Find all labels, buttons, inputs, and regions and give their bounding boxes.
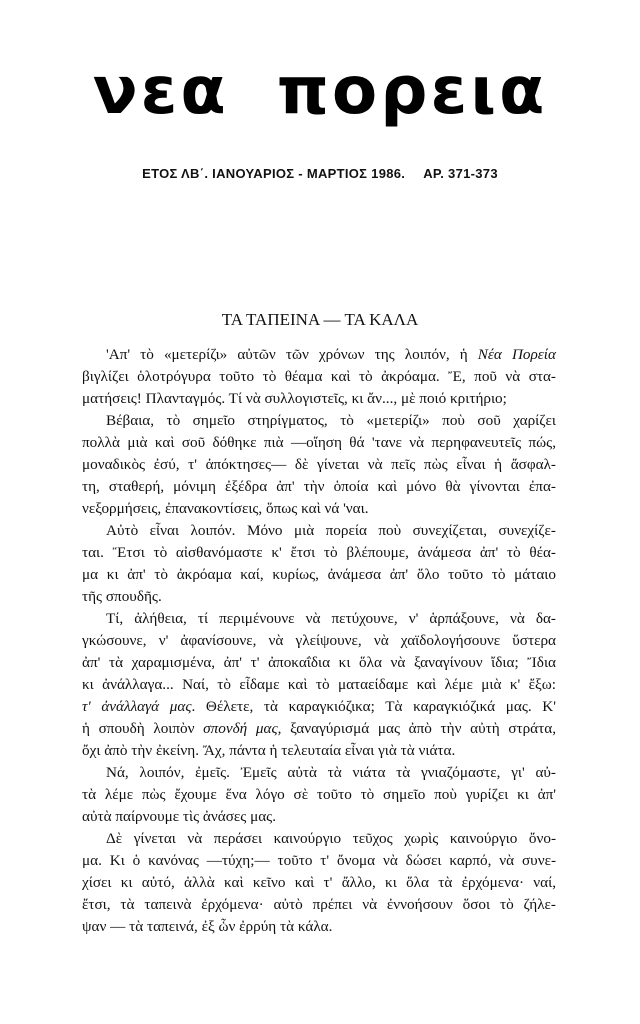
text-line [82, 542, 556, 564]
text-line [82, 344, 556, 366]
text-line [82, 850, 556, 872]
text-line [82, 476, 556, 498]
text-segment: Δὲ γίνεται νὰ περάσει καινούργιο τεῦχος χωρὶς καινούργιο ὄνο- [106, 830, 556, 847]
italic-text: Νέα Πορεία [477, 346, 556, 363]
text-segment: ἀπ' τὰ χαραμισμένα, ἀπ' τ' ἀποκαΐδια κι ὅλα νὰ ξαναγίνουν ἴδια; Ἴδια [82, 654, 556, 671]
text-segment: Βέβαια, τὸ σημεῖο στηρίγματος, τὸ «μετερίζι» ποὺ σοῦ χαρίζει [106, 412, 556, 429]
text-segment: . Θέλετε, τὰ καραγκιόζικα; Τὰ καραγκιόζικά μας. Κ' [191, 698, 556, 715]
text-segment: πολλὰ μιὰ καὶ σοῦ δόθηκε πιὰ —οἴηση θά 'τανε νὰ περηφανευτεῖς πώς, [82, 434, 556, 451]
issue-date: ΕΤΟΣ ΛΒ΄. ΙΑΝΟΥΑΡΙΟΣ - ΜΑΡΤΙΟΣ 1986. [142, 166, 406, 181]
text-segment: ἔτσι, τὰ ταπεινὰ ἐρχόμενα· αὐτὸ πρέπει νὰ ἐννοήσουν ὅσοι τὸ ζήλε- [82, 896, 556, 913]
text-line [82, 498, 556, 520]
text-segment: αὐτὰ παίρνουμε τὶς ἀνάσες μας. [82, 808, 276, 825]
text-segment: ψαν — τὰ ταπεινά, ἐξ ὧν ἐρρύη τὰ κάλα. [82, 918, 333, 935]
text-segment: ὄχι ἀπὸ τὴν ἐκείνη. Ἄχ, πάντα ἡ τελευταία εἶναι γιὰ τὰ νιάτα. [82, 742, 456, 759]
text-segment: τὰ λέμε πὼς ἔχουμε ἕνα λόγο σὲ τοῦτο τὸ σημεῖο ποὺ γυρίζει κι ἀπ' [82, 786, 556, 803]
text-segment: , ξαναγύρισμά μας ἀπὸ τὴν αὐτὴ στράτα, [277, 720, 556, 737]
text-segment: τῆς σπουδῆς. [82, 588, 162, 605]
text-line [82, 652, 556, 674]
text-line [82, 762, 556, 784]
text-segment: γκώσουνε, ν' ἀφανίσουνε, νὰ γλείψουνε, νὰ χαϊδολογήσουνε ὕστερα [82, 632, 556, 649]
issue-info [0, 166, 640, 181]
text-segment: ματήσεις! Πλανταγμός. Τί νὰ συλλογιστεῖς, κι ἄν..., μὲ ποιό κριτήριο; [82, 390, 507, 407]
text-segment: τη, σταθερή, μόνιμη ἐξέδρα ἀπ' τὴν ὁποία καὶ μόνο θὰ γίνονται ἐπα- [82, 478, 556, 495]
text-line [82, 916, 556, 938]
text-segment: Αὐτὸ εἶναι λοιπόν. Μόνο μιὰ πορεία ποὺ συνεχίζεται, συνεχίζε- [106, 522, 556, 539]
text-segment: μα κι ἀπ' τὸ ἀκρόαμα καί, κυρίως, ἀνάμεσα ἀπ' ὅλο τοῦτο τὸ μάταιο [82, 566, 556, 583]
text-line [82, 894, 556, 916]
text-segment: ται. Ἔτσι τὸ αἰσθανόμαστε κ' ἔτσι τὸ βλέπουμε, ἀνάμεσα ἀπ' τὸ θέα- [82, 544, 556, 561]
text-segment: βιγλίζει ὁλοτρόγυρα τοῦτο τὸ θέαμα καὶ τὸ ἀκρόαμα. Ἔ, ποῦ νὰ στα- [82, 368, 556, 385]
text-segment: Τί, ἀλήθεια, τί περιμένουνε νὰ πετύχουνε, ν' ἁρπάξουνε, νὰ δα- [106, 610, 556, 627]
italic-text: σπονδή μας [203, 720, 278, 737]
text-line [82, 564, 556, 586]
text-segment: ἡ σπουδὴ λοιπὸν [82, 720, 204, 737]
text-segment: μα. Κι ὁ κανόνας —τύχη;— τοῦτο τ' ὄνομα νὰ δώσει καρπό, νὰ συνε- [82, 852, 556, 869]
text-segment: Νά, λοιπόν, ἐμεῖς. Ἐμεῖς αὐτὰ τὰ νιάτα τὰ γνιαζόμαστε, γι' αὐ- [106, 764, 556, 781]
text-line [82, 366, 556, 388]
text-segment: 'Απ' τὸ «μετερίζι» αὐτῶν τῶν χρόνων της λοιπόν, ἡ [106, 346, 478, 363]
text-line [82, 872, 556, 894]
text-line [82, 454, 556, 476]
text-line [82, 740, 556, 762]
italic-text: τ' ἀνάλλαγά μας [82, 698, 192, 715]
text-segment: χίσει κι αὐτό, ἀλλὰ καὶ κεῖνο καὶ τ' ἄλλο, κι ὅλα τὰ ἐρχόμενα· ναί, [82, 874, 556, 891]
text-line [82, 388, 556, 410]
magazine-masthead: νεα πορεια [92, 52, 548, 129]
text-line [82, 432, 556, 454]
text-line [82, 696, 556, 718]
text-line [82, 586, 556, 608]
text-line [82, 674, 556, 696]
text-line [82, 608, 556, 630]
text-line [82, 806, 556, 828]
text-line [82, 828, 556, 850]
article-body [82, 344, 556, 938]
text-segment: νεξορμήσεις, ἐπανακοντίσεις, ὅπως καὶ νά 'ναι. [82, 500, 369, 517]
issue-number: ΑΡ. 371-373 [423, 166, 498, 181]
text-segment: κι ἀνάλλαγα... Ναί, τὸ εἶδαμε καὶ τὸ ματαείδαμε καὶ λέμε μιὰ κ' ἔξω: [82, 676, 556, 693]
text-line [82, 718, 556, 740]
article-title: ΤΑ ΤΑΠΕΙΝΑ — ΤΑ ΚΑΛΑ [221, 310, 419, 329]
text-line [82, 410, 556, 432]
text-segment: μοναδικὸς ἐσύ, τ' ἀπόκτησες— δὲ γίνεται νὰ πεῖς πὼς εἶναι ἡ ἄσφαλ- [82, 456, 556, 473]
text-line [82, 784, 556, 806]
text-line [82, 520, 556, 542]
text-line [82, 630, 556, 652]
